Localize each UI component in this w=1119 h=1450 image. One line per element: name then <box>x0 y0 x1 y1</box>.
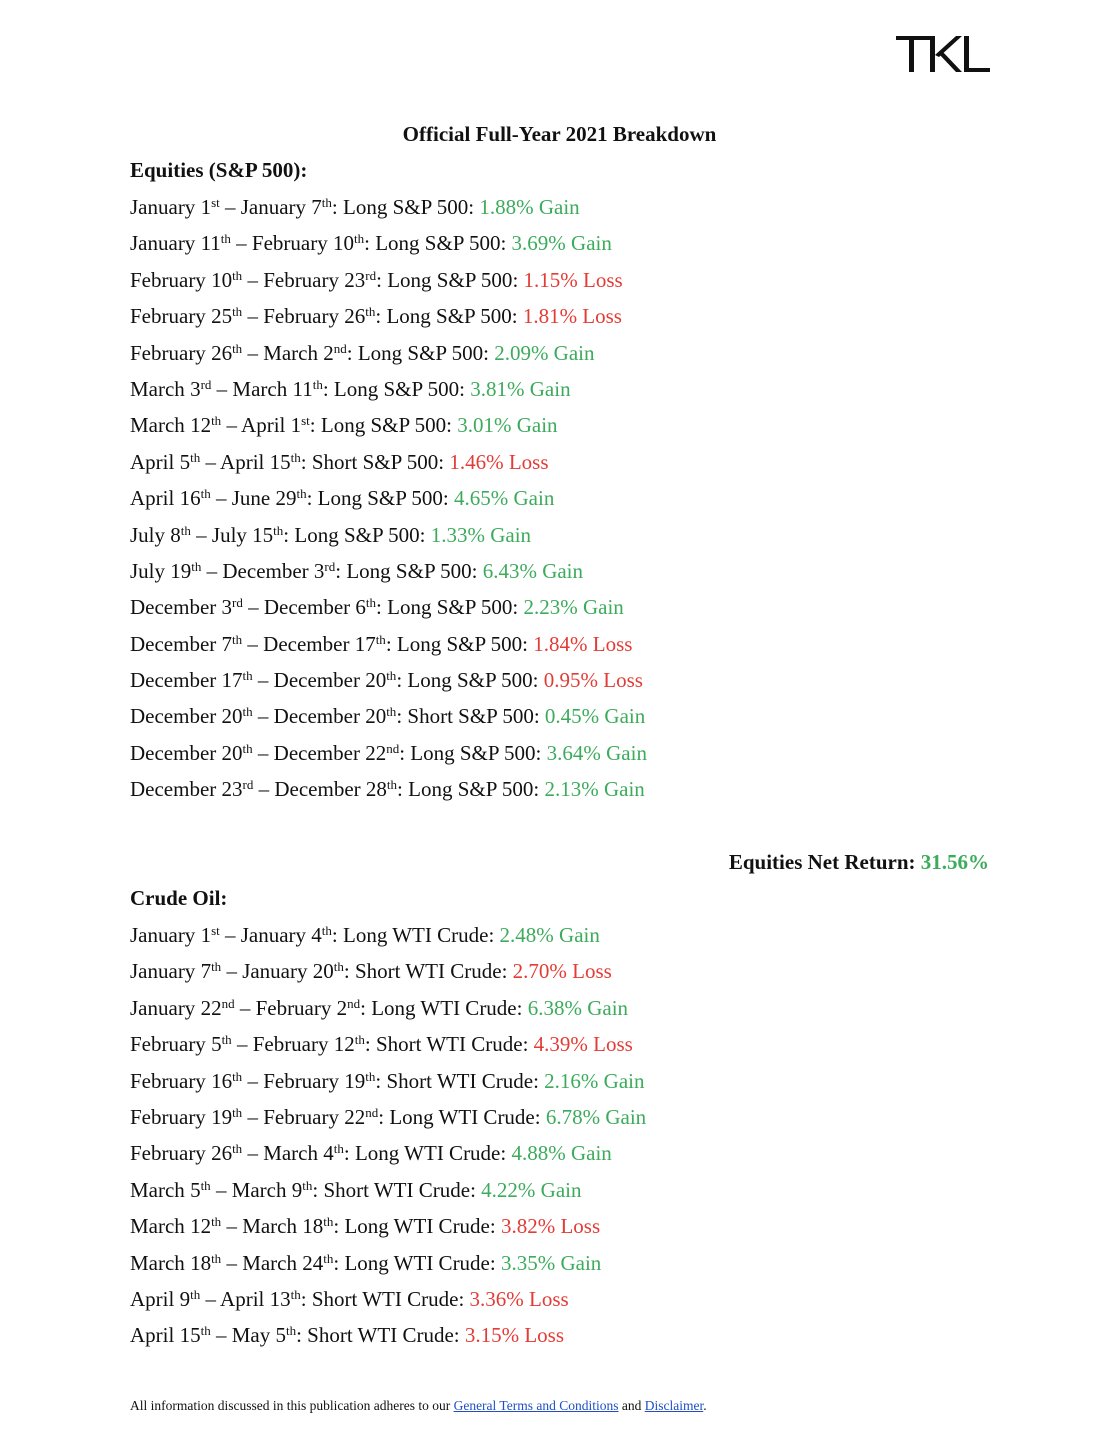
equities-net-return <box>729 848 989 876</box>
end-suffix: th <box>321 923 332 938</box>
start-suffix: rd <box>242 777 254 793</box>
start-month: December <box>130 740 217 765</box>
terms-link[interactable]: General Terms and Conditions <box>453 1398 619 1413</box>
start-day: 3 <box>190 376 201 401</box>
start-day: 5 <box>179 449 191 474</box>
trade-row: July 19th – December 3rd: Long S&P 500: 6.43% Gain <box>130 558 584 583</box>
start-month: January <box>130 959 196 984</box>
start-month: January <box>130 923 196 947</box>
start-suffix: th <box>220 231 231 247</box>
trade-action: Long S&P 500 <box>333 376 460 401</box>
end-day: 4 <box>311 923 322 947</box>
start-suffix: th <box>200 486 211 502</box>
start-day: 26 <box>211 1141 233 1166</box>
trade-row: March 5th – March 9th: Short WTI Crude: 4.22% Gain <box>130 1177 582 1202</box>
trade-row: December 3rd – December 6th: Long S&P 500: 2.23% Gain <box>130 595 624 620</box>
end-month: May <box>231 1323 271 1348</box>
end-suffix: th <box>290 1286 301 1302</box>
trade-row: April 15th – May 5th: Short WTI Crude: 3.15% Loss <box>130 1323 565 1348</box>
trade-result: 0.95% Loss <box>543 668 643 693</box>
trade-row: February 26th – March 2nd: Long S&P 500: 2.09% Gain <box>130 340 595 365</box>
end-suffix: th <box>333 1141 344 1157</box>
disclaimer-link[interactable]: Disclaimer <box>644 1398 704 1413</box>
trade-row: March 12th – April 1st: Long S&P 500: 3.01% Gain <box>130 413 558 438</box>
end-day: 20 <box>365 704 387 729</box>
trade-row: April 16th – June 29th: Long S&P 500: 4.65% Gain <box>130 486 555 511</box>
start-day: 22 <box>200 995 222 1020</box>
start-day: 18 <box>190 1250 212 1275</box>
trade-result: 6.78% Gain <box>545 1104 647 1129</box>
trade-action: Long S&P 500 <box>375 231 501 256</box>
end-day: 7 <box>311 195 322 219</box>
end-day: 2 <box>336 995 348 1020</box>
end-suffix: th <box>386 777 398 793</box>
trade-row: February 10th – February 23rd: Long S&P 500: 1.15% Loss <box>130 267 623 292</box>
start-suffix: st <box>211 923 220 938</box>
trade-row: February 25th – February 26th: Long S&P 500: 1.81% Loss <box>130 304 622 329</box>
trade-action: Long S&P 500 <box>346 558 472 583</box>
trade-result: 2.70% Loss <box>512 959 612 984</box>
start-month: December <box>130 777 217 802</box>
end-month: February <box>252 1032 329 1057</box>
start-suffix: th <box>232 1068 243 1084</box>
trade-action: Short WTI Crude <box>375 1032 523 1057</box>
end-day: 1 <box>290 413 302 438</box>
start-month: February <box>130 1104 206 1129</box>
end-suffix: st <box>301 413 310 429</box>
start-suffix: th <box>190 1286 201 1302</box>
end-suffix: th <box>296 486 307 502</box>
end-month: February <box>263 304 339 329</box>
start-day: 5 <box>211 1032 222 1057</box>
end-day: 20 <box>312 959 334 984</box>
start-month: January <box>130 195 196 219</box>
end-suffix: th <box>323 1250 334 1266</box>
start-month: February <box>130 267 206 292</box>
start-day: 8 <box>170 522 181 547</box>
trade-action: Short WTI Crude <box>307 1323 454 1348</box>
trade-row: January 22nd – February 2nd: Long WTI Crude: 6.38% Gain <box>130 995 629 1020</box>
end-day: 10 <box>332 231 354 256</box>
end-suffix: rd <box>365 267 377 283</box>
end-suffix: th <box>375 631 386 647</box>
end-month: July <box>211 522 247 547</box>
start-suffix: th <box>191 558 202 574</box>
trade-result: 3.36% Loss <box>469 1286 569 1311</box>
end-suffix: th <box>290 449 301 465</box>
start-month: April <box>130 449 175 474</box>
start-suffix: th <box>211 959 222 975</box>
trade-result: 2.13% Gain <box>544 777 645 802</box>
start-day: 10 <box>211 267 233 292</box>
equities-heading: Equities (S&P 500): <box>130 158 308 182</box>
end-suffix: nd <box>365 1104 379 1120</box>
end-day: 19 <box>344 1068 366 1093</box>
trade-result: 1.46% Loss <box>449 449 549 474</box>
start-month: March <box>130 413 185 438</box>
trade-action: Long WTI Crude <box>354 1141 501 1166</box>
trade-row: December 20th – December 20th: Short S&P 500: 0.45% Gain <box>130 704 646 729</box>
end-month: December <box>273 668 360 693</box>
trade-result: 4.22% Gain <box>481 1177 582 1202</box>
trade-result: 4.88% Gain <box>511 1141 612 1166</box>
start-suffix: th <box>242 668 253 684</box>
trade-result: 6.43% Gain <box>482 558 584 583</box>
trade-result: 1.33% Gain <box>430 522 532 547</box>
start-month: December <box>130 704 217 729</box>
start-day: 1 <box>200 195 212 219</box>
trade-action: Short WTI Crude <box>386 1068 534 1093</box>
start-suffix: nd <box>221 995 235 1011</box>
start-day: 3 <box>221 595 233 620</box>
footer-disclaimer <box>130 1397 707 1415</box>
start-day: 1 <box>200 923 212 947</box>
trade-result: 2.09% Gain <box>494 340 595 365</box>
start-suffix: th <box>242 740 253 756</box>
trade-result: 3.81% Gain <box>470 376 571 401</box>
trade-row: April 9th – April 13th: Short WTI Crude: 3.36% Loss <box>130 1286 569 1311</box>
end-day: 24 <box>302 1250 324 1275</box>
start-suffix: th <box>232 340 243 356</box>
start-month: July <box>130 558 166 583</box>
trade-action: Long S&P 500 <box>320 413 447 438</box>
trade-action: Long WTI Crude <box>389 1104 535 1129</box>
trade-action: Long S&P 500 <box>387 595 513 620</box>
start-day: 19 <box>170 558 192 583</box>
end-suffix: th <box>323 1214 334 1230</box>
start-suffix: th <box>200 1177 211 1193</box>
trade-action: Long S&P 500 <box>396 631 523 656</box>
trade-action: Long S&P 500 <box>357 340 484 365</box>
trade-action: Long S&P 500 <box>387 267 513 292</box>
start-suffix: th <box>242 704 253 720</box>
trade-result: 3.82% Loss <box>500 1214 601 1239</box>
end-day: 3 <box>313 558 325 583</box>
trade-row: February 16th – February 19th: Short WTI Crude: 2.16% Gain <box>130 1068 645 1093</box>
end-suffix: th <box>386 668 397 684</box>
trade-row: February 19th – February 22nd: Long WTI Crude: 6.78% Gain <box>130 1104 647 1129</box>
end-day: 13 <box>269 1286 291 1311</box>
start-day: 12 <box>190 1214 212 1239</box>
trade-result: 4.39% Loss <box>533 1032 633 1057</box>
start-month: February <box>130 304 206 329</box>
start-suffix: rd <box>232 595 243 611</box>
end-suffix: rd <box>324 558 336 574</box>
end-suffix: th <box>302 1177 313 1193</box>
end-day: 9 <box>291 1177 303 1202</box>
end-day: 12 <box>333 1032 355 1057</box>
start-suffix: th <box>211 1250 222 1266</box>
start-suffix: th <box>200 1323 211 1339</box>
trade-result: 1.15% Loss <box>523 267 623 292</box>
footer-prefix: All information discussed in this publication adheres to our <box>130 1398 451 1413</box>
trade-result: 2.23% Gain <box>523 595 624 620</box>
start-suffix: th <box>232 631 243 647</box>
start-month: December <box>130 595 217 620</box>
end-month: March <box>263 340 318 365</box>
start-suffix: th <box>180 522 191 538</box>
end-month: June <box>231 486 271 511</box>
start-month: April <box>130 486 175 511</box>
end-day: 2 <box>323 340 334 365</box>
end-month: April <box>220 449 265 474</box>
end-month: December <box>263 595 351 620</box>
trade-action: Long S&P 500 <box>408 777 534 802</box>
end-month: December <box>274 777 361 802</box>
end-suffix: th <box>365 1068 376 1084</box>
trade-action: Long S&P 500 <box>386 304 512 329</box>
trade-row: January 7th – January 20th: Short WTI Crude: 2.70% Loss <box>130 959 612 984</box>
start-day: 7 <box>200 959 212 984</box>
end-month: February <box>263 267 339 292</box>
end-day: 11 <box>292 376 313 401</box>
trade-row: March 18th – March 24th: Long WTI Crude: 3.35% Gain <box>130 1250 602 1275</box>
start-day: 16 <box>179 486 201 511</box>
trade-action: Long S&P 500 <box>294 522 420 547</box>
start-month: February <box>130 1068 206 1093</box>
end-suffix: nd <box>347 995 361 1011</box>
end-month: March <box>242 1250 297 1275</box>
start-month: March <box>130 376 185 401</box>
end-month: March <box>232 376 288 401</box>
end-suffix: th <box>273 522 284 538</box>
end-suffix: th <box>312 376 323 392</box>
start-suffix: st <box>211 195 220 210</box>
start-day: 25 <box>211 304 233 329</box>
trade-result: 6.38% Gain <box>527 995 629 1020</box>
end-suffix: th <box>354 1032 365 1048</box>
trade-action: Long S&P 500 <box>343 195 469 219</box>
start-day: 9 <box>179 1286 191 1311</box>
start-month: February <box>130 1141 206 1166</box>
trade-result: 0.45% Gain <box>544 704 646 729</box>
trade-result: 2.16% Gain <box>544 1068 645 1093</box>
trade-result: 3.15% Loss <box>464 1323 565 1348</box>
end-month: December <box>263 631 350 656</box>
start-day: 7 <box>221 631 233 656</box>
start-month: April <box>130 1286 175 1311</box>
start-suffix: th <box>190 449 201 465</box>
end-day: 18 <box>302 1214 324 1239</box>
start-suffix: th <box>221 1032 232 1048</box>
start-month: July <box>130 522 166 547</box>
trade-row: December 17th – December 20th: Long S&P 500: 0.95% Loss <box>130 668 643 693</box>
start-month: March <box>130 1214 185 1239</box>
trade-result: 3.69% Gain <box>511 231 612 256</box>
end-suffix: th <box>365 595 377 611</box>
net-return-value: 31.56% <box>920 850 989 874</box>
start-day: 26 <box>211 340 233 365</box>
trade-action: Long S&P 500 <box>410 740 536 765</box>
end-suffix: th <box>365 304 376 320</box>
page-title: Official Full-Year 2021 Breakdown <box>402 122 717 146</box>
end-day: 22 <box>365 740 387 765</box>
trade-action: Short WTI Crude <box>311 1286 459 1311</box>
footer-suffix: . <box>703 1398 707 1413</box>
trade-action: Long WTI Crude <box>344 1250 490 1275</box>
end-day: 28 <box>365 777 387 802</box>
end-month: December <box>222 558 309 583</box>
trade-action: Long WTI Crude <box>344 1214 490 1239</box>
trade-result: 3.01% Gain <box>457 413 558 438</box>
end-day: 23 <box>344 267 366 292</box>
end-day: 6 <box>355 595 366 620</box>
trade-action: Long S&P 500 <box>407 668 533 693</box>
start-month: December <box>130 668 217 693</box>
trade-action: Short WTI Crude <box>323 1177 471 1202</box>
end-suffix: th <box>321 195 332 210</box>
start-suffix: th <box>232 1104 243 1120</box>
end-suffix: th <box>386 704 397 720</box>
start-day: 20 <box>221 740 243 765</box>
start-month: January <box>130 995 196 1020</box>
tkl-logo <box>894 30 994 76</box>
end-month: February <box>263 1068 339 1093</box>
start-day: 15 <box>179 1323 201 1348</box>
end-day: 15 <box>252 522 274 547</box>
end-day: 26 <box>344 304 366 329</box>
end-day: 15 <box>269 449 291 474</box>
trade-row: December 7th – December 17th: Long S&P 500: 1.84% Loss <box>130 631 633 656</box>
start-suffix: th <box>232 1141 243 1157</box>
tkl-logo-mark <box>894 30 994 76</box>
trade-action: Short S&P 500 <box>311 449 439 474</box>
trade-row: February 26th – March 4th: Long WTI Crude: 4.88% Gain <box>130 1141 612 1166</box>
end-month: March <box>231 1177 287 1202</box>
end-month: January <box>240 923 307 947</box>
trade-row: December 20th – December 22nd: Long S&P 500: 3.64% Gain <box>130 740 647 765</box>
start-day: 12 <box>190 413 212 438</box>
end-month: December <box>273 704 360 729</box>
footer-middle: and <box>621 1398 642 1413</box>
start-day: 23 <box>221 777 243 802</box>
equities-trade-list <box>130 189 647 808</box>
trade-row: March 3rd – March 11th: Long S&P 500: 3.81% Gain <box>130 376 571 401</box>
end-month: March <box>263 1141 318 1166</box>
trade-result: 1.84% Loss <box>533 631 633 656</box>
end-day: 29 <box>275 486 297 511</box>
trade-result: 1.88% Gain <box>479 195 580 219</box>
start-month: January <box>130 231 196 256</box>
crude-heading: Crude Oil: <box>130 886 228 910</box>
trade-row: January 1st – January 7th: Long S&P 500: 1.88% Gain <box>130 195 580 219</box>
trade-row: January 11th – February 10th: Long S&P 500: 3.69% Gain <box>130 231 612 256</box>
end-suffix: th <box>285 1323 297 1339</box>
start-month: April <box>130 1323 175 1348</box>
trade-row: December 23rd – December 28th: Long S&P 500: 2.13% Gain <box>130 777 645 802</box>
start-suffix: th <box>211 413 222 429</box>
end-month: January <box>242 959 308 984</box>
end-suffix: nd <box>386 740 400 756</box>
end-day: 5 <box>275 1323 286 1348</box>
start-month: March <box>130 1250 185 1275</box>
trade-action: Short WTI Crude <box>354 959 502 984</box>
start-month: February <box>130 1032 206 1057</box>
start-day: 20 <box>221 704 243 729</box>
end-day: 20 <box>365 668 387 693</box>
end-day: 4 <box>323 1141 334 1166</box>
start-day: 17 <box>221 668 243 693</box>
start-day: 16 <box>211 1068 233 1093</box>
start-month: March <box>130 1177 185 1202</box>
trade-result: 4.65% Gain <box>454 486 555 511</box>
trade-row: July 8th – July 15th: Long S&P 500: 1.33% Gain <box>130 522 532 547</box>
trade-action: Short S&P 500 <box>407 704 534 729</box>
trade-row: March 12th – March 18th: Long WTI Crude: 3.82% Loss <box>130 1214 601 1239</box>
end-month: February <box>263 1104 339 1129</box>
trade-result: 2.48% Gain <box>499 923 600 947</box>
end-month: December <box>273 740 360 765</box>
trade-action: Long WTI Crude <box>371 995 517 1020</box>
end-suffix: th <box>353 231 365 247</box>
start-suffix: th <box>232 267 243 283</box>
end-suffix: th <box>333 959 344 975</box>
end-suffix: nd <box>333 340 347 356</box>
trade-result: 3.35% Gain <box>500 1250 602 1275</box>
trade-result: 1.81% Loss <box>522 304 622 329</box>
trade-action: Long WTI Crude <box>343 923 489 947</box>
end-month: February <box>255 995 332 1020</box>
trade-row: January 1st – January 4th: Long WTI Crude: 2.48% Gain <box>130 923 600 947</box>
net-return-label: Equities Net Return: <box>728 850 916 874</box>
trade-result: 3.64% Gain <box>546 740 647 765</box>
end-month: April <box>220 1286 265 1311</box>
trade-action: Long S&P 500 <box>317 486 443 511</box>
start-day: 11 <box>200 231 221 256</box>
end-month: January <box>240 195 307 219</box>
start-suffix: th <box>232 304 243 320</box>
start-suffix: rd <box>200 376 212 392</box>
start-month: February <box>130 340 206 365</box>
crude-trade-list <box>130 917 646 1354</box>
trade-row: April 5th – April 15th: Short S&P 500: 1.46% Loss <box>130 449 549 474</box>
end-day: 17 <box>354 631 376 656</box>
start-suffix: th <box>211 1214 222 1230</box>
end-month: February <box>251 231 328 256</box>
trade-row: February 5th – February 12th: Short WTI Crude: 4.39% Loss <box>130 1032 633 1057</box>
end-month: March <box>242 1214 297 1239</box>
start-day: 19 <box>211 1104 233 1129</box>
start-month: December <box>130 631 217 656</box>
end-month: April <box>241 413 286 438</box>
start-day: 5 <box>190 1177 201 1202</box>
end-day: 22 <box>344 1104 366 1129</box>
